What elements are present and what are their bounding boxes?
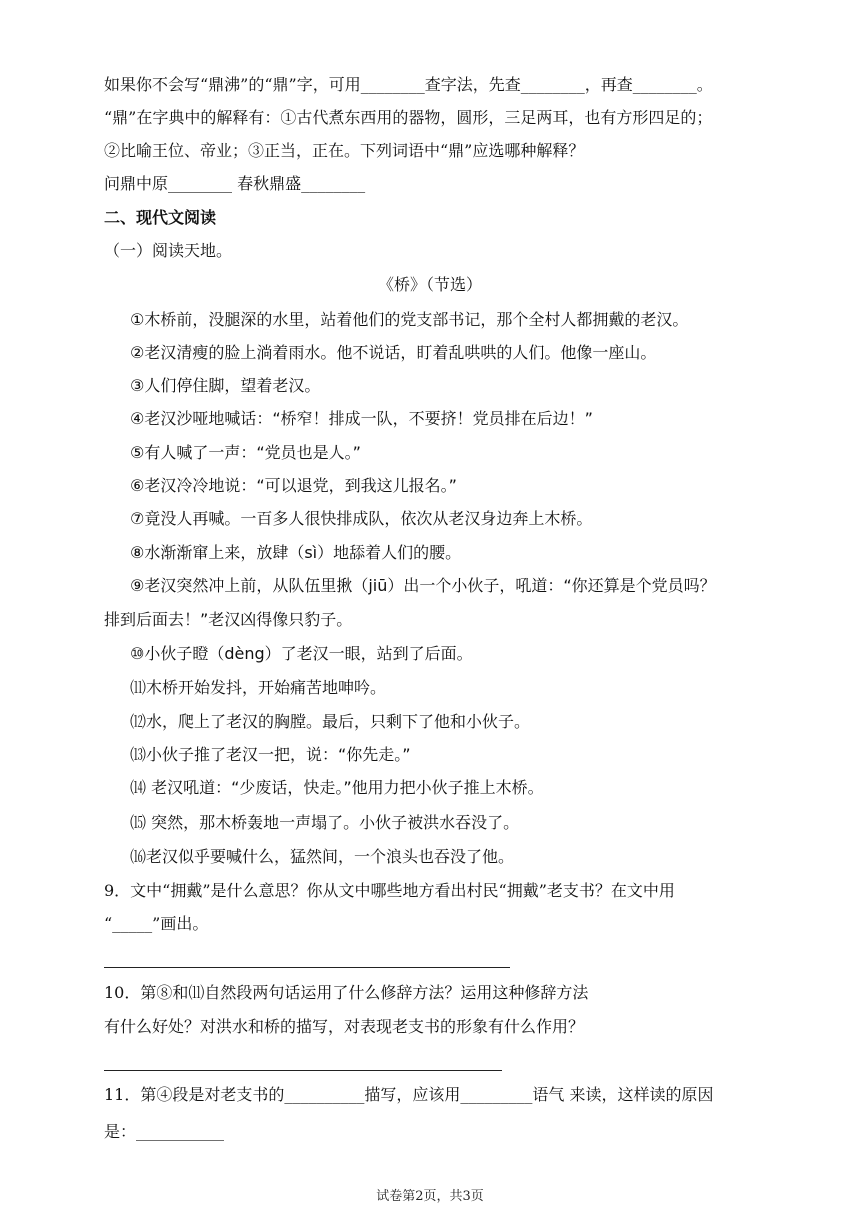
passage-paragraph: ⑾木桥开始发抖，开始痛苦地呻吟。 bbox=[130, 678, 387, 697]
section-heading: 二、现代文阅读 bbox=[104, 208, 217, 227]
question-line-4: 问鼎中原________ 春秋鼎盛________ bbox=[104, 174, 366, 193]
passage-paragraph: ④老汉沙哑地喊话：“桥窄！排成一队，不要挤！党员排在后边！” bbox=[130, 409, 593, 428]
answer-line[interactable] bbox=[104, 1070, 502, 1071]
passage-title: 《桥》（节选） bbox=[377, 275, 482, 294]
passage-paragraph: ⑤有人喊了一声：“党员也是人。” bbox=[130, 443, 361, 462]
question-9-line-1: 9．文中“拥戴”是什么意思？你从文中哪些地方看出村民“拥戴”老支书？在文中用 bbox=[104, 881, 675, 900]
passage-paragraph: ⑨老汉突然冲上前，从队伍里揪（jiū）出一个小伙子，吼道：“你还算是个党员吗？ bbox=[130, 576, 716, 595]
question-11-line-2: 是：___________ bbox=[104, 1122, 225, 1141]
question-line-1: 如果你不会写“鼎沸”的“鼎”字，可用________查字法，先查________，再查________。 bbox=[104, 75, 713, 94]
passage-paragraph: ⑿水，爬上了老汉的胸膛。最后，只剩下了他和小伙子。 bbox=[130, 712, 531, 731]
question-9-line-2: “_____”画出。 bbox=[104, 914, 209, 933]
passage-paragraph: ②老汉清瘦的脸上淌着雨水。他不说话，盯着乱哄哄的人们。他像一座山。 bbox=[130, 343, 657, 362]
passage-paragraph: ⒀小伙子推了老汉一把，说：“你先走。” bbox=[130, 745, 411, 764]
page-footer: 试卷第2页，共3页 bbox=[376, 1189, 484, 1204]
passage-paragraph: ⑦竟没人再喊。一百多人很快排成队，依次从老汉身边奔上木桥。 bbox=[130, 509, 593, 528]
subsection-label: （一）阅读天地。 bbox=[104, 241, 233, 260]
passage-paragraph: ⑧水渐渐窜上来，放肆（sì）地舔着人们的腰。 bbox=[130, 543, 462, 562]
question-line-2: “鼎”在字典中的解释有：①古代煮东西用的器物，圆形，三足两耳，也有方形四足的； bbox=[104, 108, 713, 127]
passage-paragraph: ⒃老汉似乎要喊什么，猛然间，一个浪头也吞没了他。 bbox=[130, 847, 515, 866]
question-10-line-2: 有什么好处？对洪水和桥的描写，对表现老支书的形象有什么作用？ bbox=[104, 1017, 585, 1036]
passage-paragraph: ⑩小伙子瞪（dèng）了老汉一眼，站到了后面。 bbox=[130, 644, 473, 663]
passage-paragraph: ⒁ 老汉吼道：“少废话，快走。”他用力把小伙子推上木桥。 bbox=[130, 778, 544, 797]
passage-paragraph-continued: 排到后面去！”老汉凶得像只豹子。 bbox=[104, 610, 353, 629]
question-11-line-1: 11．第④段是对老支书的__________描写，应该用_________语气 来读，这样读的原因 bbox=[104, 1085, 714, 1104]
question-10-line-1: 10．第⑧和⑾自然段两句话运用了什么修辞方法？运用这种修辞方法 bbox=[104, 983, 589, 1002]
passage-paragraph: ①木桥前，没腿深的水里，站着他们的党支部书记，那个全村人都拥戴的老汉。 bbox=[130, 310, 689, 329]
question-line-3: ②比喻王位、帝业；③正当，正在。下列词语中“鼎”应选哪种解释？ bbox=[104, 141, 585, 160]
passage-paragraph: ⒂ 突然，那木桥轰地一声塌了。小伙子被洪水吞没了。 bbox=[130, 813, 520, 832]
passage-paragraph: ③人们停住脚，望着老汉。 bbox=[130, 376, 321, 395]
passage-paragraph: ⑥老汉冷冷地说：“可以退党，到我这儿报名。” bbox=[130, 476, 457, 495]
answer-line[interactable] bbox=[104, 967, 510, 968]
